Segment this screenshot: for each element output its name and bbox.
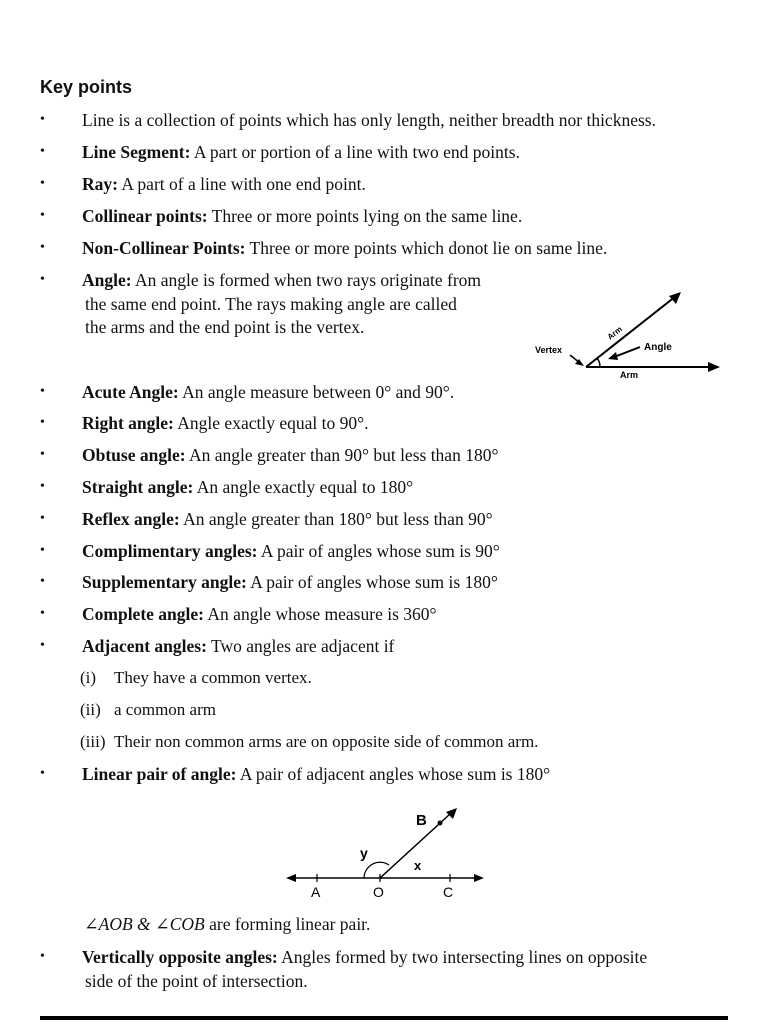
item-definition: An angle whose measure is 360° [204, 604, 437, 624]
item-definition: Line is a collection of points which has only length, neither breadth nor thickness. [82, 110, 656, 130]
linear-pair-caption [84, 914, 370, 935]
condition-text: a common arm [114, 700, 216, 719]
bullet: • [40, 272, 45, 287]
item-text [82, 443, 498, 467]
angle-arc [597, 358, 600, 367]
item-text [82, 634, 394, 658]
point-a-label: A [311, 884, 321, 900]
key-points-heading: Key points [40, 77, 133, 97]
item-definition: A pair of angles whose sum is 180° [246, 572, 498, 592]
item-term: Adjacent angles: [82, 636, 207, 656]
bullet: • [40, 479, 45, 494]
linear-pair-diagram [280, 800, 490, 905]
condition-number: (ii) [80, 700, 101, 719]
angle-arc-y [364, 862, 389, 878]
caption-text: are forming linear pair. [204, 914, 371, 934]
point-o-label: O [373, 884, 384, 900]
upper-arm-label: Arm [605, 324, 624, 342]
bullet: • [40, 638, 45, 653]
item-text [82, 380, 454, 404]
item-definition: An angle greater than 180° but less than 90° [179, 509, 493, 529]
angle-label: Angle [644, 342, 672, 353]
item-text [82, 236, 607, 260]
condition-item [80, 666, 312, 690]
bottom-rule [40, 1016, 728, 1020]
item-continuation: the arms and the end point is the vertex. [85, 317, 365, 337]
bullet: • [40, 240, 45, 255]
angle-y-label: y [360, 845, 368, 861]
item-definition: A part of a line with one end point. [117, 174, 366, 194]
bullet: • [40, 574, 45, 589]
item-term: Acute Angle: [82, 382, 179, 402]
item-text [82, 411, 368, 435]
item-term: Reflex angle: [82, 509, 180, 529]
bullet: • [40, 511, 45, 526]
item-term: Obtuse angle: [82, 445, 186, 465]
condition-text: They have a common vertex. [114, 668, 312, 687]
item-term: Angle: [82, 270, 132, 290]
item-continuation: the same end point. The rays making angle are called [85, 294, 457, 314]
item-term: Linear pair of angle: [82, 764, 237, 784]
item-definition: Angle exactly equal to 90°. [173, 413, 369, 433]
item-text [82, 108, 656, 132]
item-text [82, 945, 647, 969]
lower-arm-arrowhead [708, 362, 720, 372]
item-term: Ray: [82, 174, 118, 194]
item-text [82, 475, 413, 499]
vertex-label: Vertex [535, 345, 563, 355]
item-text [82, 268, 481, 292]
item-definition: A pair of adjacent angles whose sum is 180° [236, 764, 551, 784]
bullet: • [40, 447, 45, 462]
bullet: • [40, 112, 45, 127]
bullet: • [40, 144, 45, 159]
item-term: Collinear points: [82, 206, 208, 226]
angle-pointer-arrowhead [608, 352, 618, 360]
condition-number: (iii) [80, 732, 106, 751]
item-text [82, 204, 522, 228]
bullet: • [40, 766, 45, 781]
item-definition: Three or more points lying on the same line. [207, 206, 523, 226]
angle-pointer-line [614, 347, 640, 357]
upper-arm-line [586, 296, 676, 367]
bullet: • [40, 384, 45, 399]
item-definition: An angle is formed when two rays originate from [131, 270, 482, 290]
item-text [82, 602, 437, 626]
bullet: • [40, 606, 45, 621]
item-text [82, 762, 550, 786]
right-arrowhead [474, 874, 484, 882]
bullet: • [40, 543, 45, 558]
item-text [82, 539, 500, 563]
condition-item [80, 698, 216, 722]
point-b-dot [438, 821, 443, 826]
item-continuation: side of the point of intersection. [85, 971, 308, 991]
bullet: • [40, 415, 45, 430]
condition-text: Their non common arms are on opposite side of common arm. [114, 732, 539, 751]
item-term: Straight angle: [82, 477, 194, 497]
ray-ob-arrowhead [446, 808, 457, 819]
bullet: • [40, 949, 45, 964]
item-text [82, 172, 366, 196]
item-term: Supplementary angle: [82, 572, 247, 592]
item-definition: An angle greater than 90° but less than 180° [185, 445, 499, 465]
item-term: Line Segment: [82, 142, 191, 162]
upper-arm-arrowhead [669, 292, 681, 304]
item-term: Complete angle: [82, 604, 204, 624]
condition-item [80, 730, 538, 754]
item-definition: Two angles are adjacent if [206, 636, 395, 656]
item-term: Vertically opposite angles: [82, 947, 278, 967]
item-text [82, 507, 493, 531]
condition-number: (i) [80, 668, 97, 687]
angle-x-label: x [414, 858, 422, 873]
item-definition: Three or more points which donot lie on same line. [245, 238, 608, 258]
caption-expression: ∠AOB & ∠COB [84, 914, 205, 934]
lower-arm-label: Arm [620, 370, 639, 380]
point-c-label: C [443, 884, 454, 900]
item-definition: An angle measure between 0° and 90°. [178, 382, 455, 402]
left-arrowhead [286, 874, 296, 882]
item-text [82, 570, 498, 594]
item-definition: An angle exactly equal to 180° [193, 477, 414, 497]
angle-diagram [528, 285, 728, 385]
item-term: Non-Collinear Points: [82, 238, 246, 258]
bullet: • [40, 176, 45, 191]
item-definition: Angles formed by two intersecting lines on opposite [277, 947, 648, 967]
bullet: • [40, 208, 45, 223]
point-b-label: B [416, 812, 427, 829]
item-term: Complimentary angles: [82, 541, 258, 561]
item-text [82, 140, 520, 164]
item-definition: A pair of angles whose sum is 90° [257, 541, 500, 561]
item-definition: A part or portion of a line with two end points. [190, 142, 520, 162]
item-term: Right angle: [82, 413, 174, 433]
